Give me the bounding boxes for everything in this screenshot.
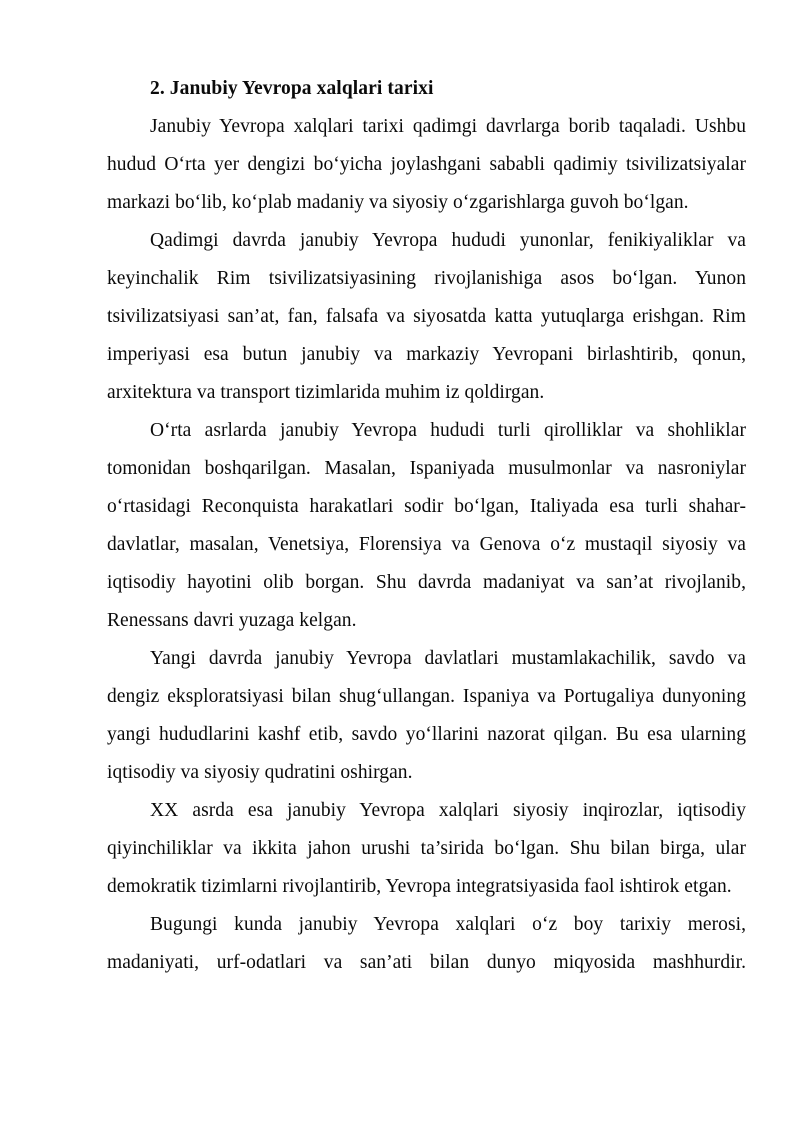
section-heading: 2. Janubiy Yevropa xalqlari tarixi bbox=[150, 78, 434, 99]
body-paragraph-3: O‘rta asrlarda janubiy Yevropa hududi turli qirolliklar va shohliklar tomonidan boshqarilgan. Masalan, Ispaniyada musulmonlar va nasroniylar o‘rtasidagi Reconquista harakatlari sodir bo‘lgan, Italiyada esa turli shahar-davlatlar, masalan, Venetsiya, Florensiya va Genova o‘z mustaqil siyosiy va iqtisodiy hayotini olib borgan. Shu davrda madaniyat va san’at rivojlanib, Renessans davri yuzaga kelgan. bbox=[107, 420, 746, 631]
body-paragraph-6: Bugungi kunda janubiy Yevropa xalqlari o‘z boy tarixiy merosi, madaniyati, urf-odatlari va san’ati bilan dunyo miqyosida mashhurdir. bbox=[107, 914, 746, 973]
body-paragraph-2: Qadimgi davrda janubiy Yevropa hududi yunonlar, fenikiyaliklar va keyinchalik Rim tsivilizatsiyasining rivojlanishiga asos bo‘lgan. Yunon tsivilizatsiyasi san’at, fan, falsafa va siyosatda katta yutuqlarga erishgan. Rim imperiyasi esa butun janubiy va markaziy Yevropani birlashtirib, qonun, arxitektura va transport tizimlarida muhim iz qoldirgan. bbox=[107, 230, 746, 403]
body-paragraph-5: XX asrda esa janubiy Yevropa xalqlari siyosiy inqirozlar, iqtisodiy qiyinchiliklar va ikkita jahon urushi ta’sirida bo‘lgan. Shu bilan birga, ular demokratik tizimlarni rivojlantirib, Yevropa integratsiyasida faol ishtirok etgan. bbox=[107, 800, 746, 897]
body-paragraph-4: Yangi davrda janubiy Yevropa davlatlari mustamlakachilik, savdo va dengiz eksploratsiyasi bilan shug‘ullangan. Ispaniya va Portugaliya dunyoning yangi hududlarini kashf etib, savdo yo‘llarini nazorat qilgan. Bu esa ularning iqtisodiy va siyosiy qudratini oshirgan. bbox=[107, 648, 746, 783]
body-paragraph-1: Janubiy Yevropa xalqlari tarixi qadimgi davrlarga borib taqaladi. Ushbu hudud O‘rta yer dengizi bo‘yicha joylashgani sababli qadimiy tsivilizatsiyalar markazi bo‘lib, ko‘plab madaniy va siyosiy o‘zgarishlarga guvoh bo‘lgan. bbox=[107, 116, 746, 213]
document-text-column bbox=[107, 70, 746, 1020]
